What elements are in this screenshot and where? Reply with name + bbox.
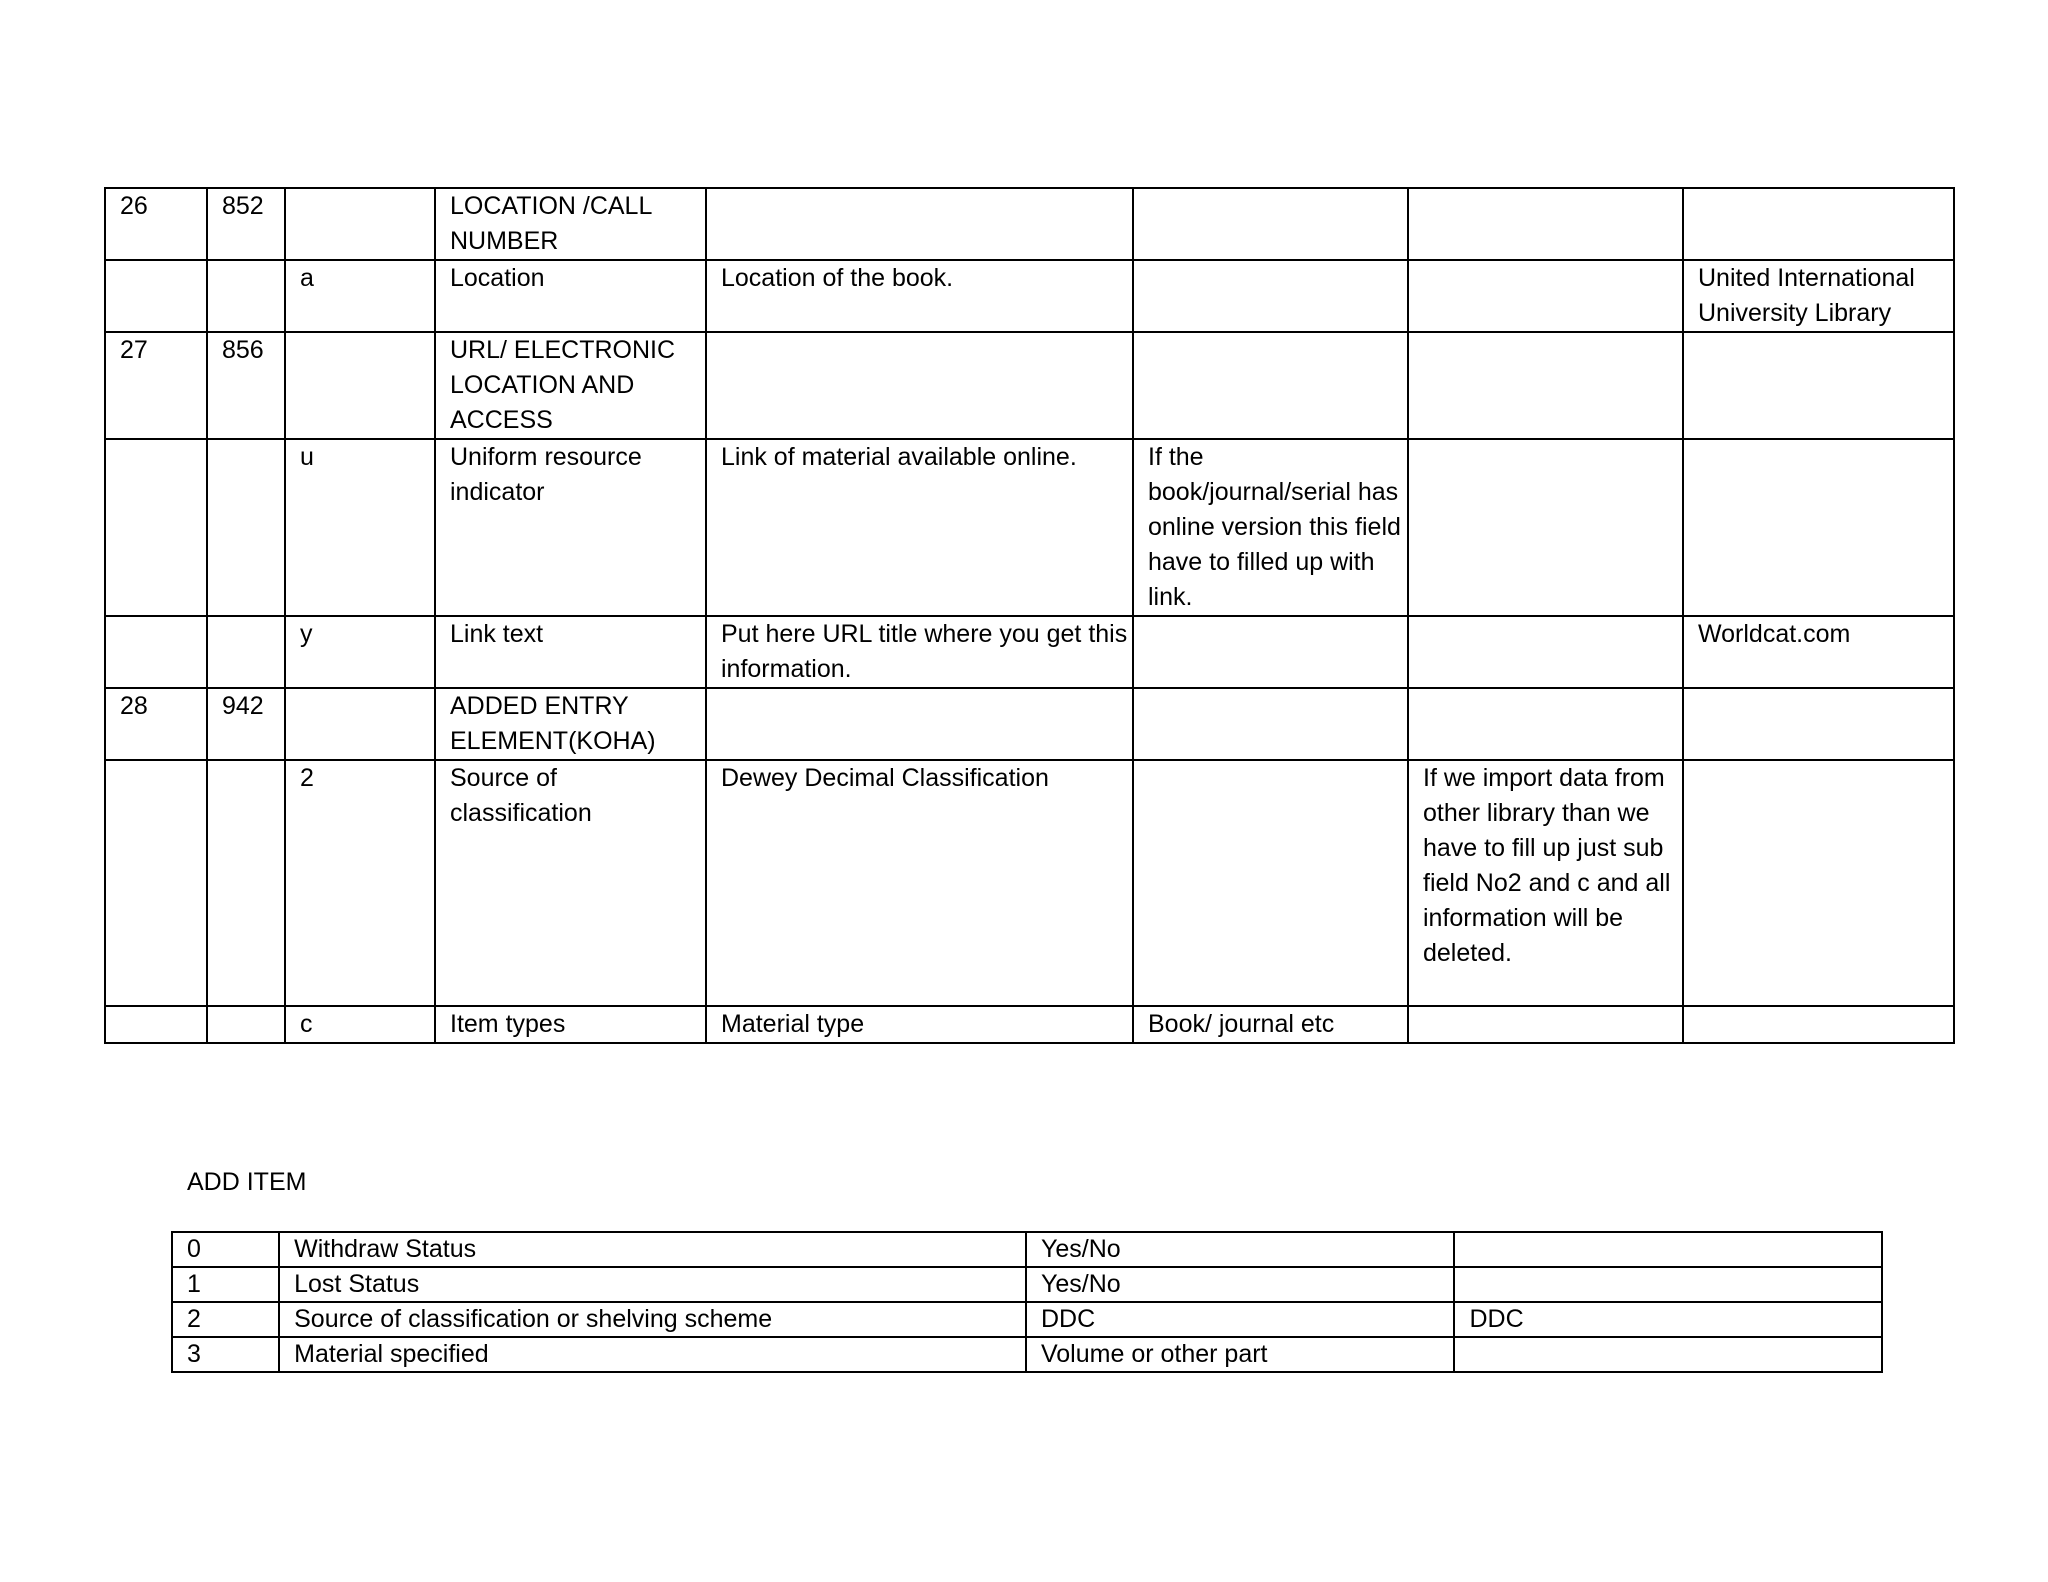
example-cell: Worldcat.com [1683,616,1954,688]
tag-cell: 856 [207,332,285,439]
field-number-cell: 27 [105,332,207,439]
example-cell [1683,688,1954,760]
subfield-cell: c [285,1006,435,1043]
table-row [172,1302,1882,1337]
table-row [105,260,1954,332]
remark-cell [1408,688,1683,760]
subfield-cell: 2 [285,760,435,1006]
code-cell: 2 [172,1302,279,1337]
subfield-cell: u [285,439,435,616]
note-cell: If the book/journal/serial has online version this field have to filled up with link. [1133,439,1408,616]
code-cell: 3 [172,1337,279,1372]
tag-cell: 942 [207,688,285,760]
table-row [105,1006,1954,1043]
label-cell: Material specified [279,1337,1026,1372]
example-cell [1683,188,1954,260]
field-name-cell: Link text [435,616,706,688]
example-cell [1683,332,1954,439]
description-cell: Material type [706,1006,1133,1043]
example-cell: United International University Library [1683,260,1954,332]
tag-cell [207,260,285,332]
subfield-cell [285,332,435,439]
value-cell: DDC [1026,1302,1455,1337]
field-name-cell: Item types [435,1006,706,1043]
table-row [172,1232,1882,1267]
tag-cell [207,1006,285,1043]
remark-cell: If we import data from other library than we have to fill up just sub field No2 and c and all information will be deleted. [1408,760,1683,1006]
example-cell [1683,439,1954,616]
description-cell: Link of material available online. [706,439,1133,616]
note-cell [1133,616,1408,688]
table-row [105,688,1954,760]
note-cell: Book/ journal etc [1133,1006,1408,1043]
table-row [105,332,1954,439]
field-number-cell: 28 [105,688,207,760]
table-row [172,1267,1882,1302]
example-cell [1454,1337,1882,1372]
note-cell [1133,760,1408,1006]
add-item-table [171,1231,1883,1373]
field-number-cell: 26 [105,188,207,260]
example-cell [1683,1006,1954,1043]
code-cell: 1 [172,1267,279,1302]
subfield-cell [285,688,435,760]
field-name-cell: Location [435,260,706,332]
note-cell [1133,688,1408,760]
description-cell [706,188,1133,260]
label-cell: Withdraw Status [279,1232,1026,1267]
field-name-cell: ADDED ENTRY ELEMENT(KOHA) [435,688,706,760]
subfield-cell: y [285,616,435,688]
description-cell: Location of the book. [706,260,1133,332]
remark-cell [1408,332,1683,439]
field-number-cell [105,1006,207,1043]
note-cell [1133,260,1408,332]
subfield-cell [285,188,435,260]
tag-cell [207,616,285,688]
value-cell: Yes/No [1026,1232,1455,1267]
field-name-cell: Uniform resource indicator [435,439,706,616]
field-name-cell: Source of classification [435,760,706,1006]
description-cell [706,688,1133,760]
example-cell [1683,760,1954,1006]
remark-cell [1408,439,1683,616]
label-cell: Source of classification or shelving scheme [279,1302,1026,1337]
subfield-cell: a [285,260,435,332]
remark-cell [1408,188,1683,260]
field-number-cell [105,260,207,332]
field-number-cell [105,439,207,616]
table-row [105,188,1954,260]
example-cell [1454,1232,1882,1267]
value-cell: Yes/No [1026,1267,1455,1302]
note-cell [1133,332,1408,439]
marc-fields-table [104,187,1955,1044]
table-row [105,439,1954,616]
label-cell: Lost Status [279,1267,1026,1302]
example-cell: DDC [1454,1302,1882,1337]
remark-cell [1408,1006,1683,1043]
field-number-cell [105,760,207,1006]
remark-cell [1408,616,1683,688]
description-cell [706,332,1133,439]
example-cell [1454,1267,1882,1302]
tag-cell [207,439,285,616]
table-row [172,1337,1882,1372]
value-cell: Volume or other part [1026,1337,1455,1372]
note-cell [1133,188,1408,260]
field-number-cell [105,616,207,688]
table-row [105,616,1954,688]
remark-cell [1408,260,1683,332]
tag-cell: 852 [207,188,285,260]
description-cell: Dewey Decimal Classification [706,760,1133,1006]
field-name-cell: LOCATION /CALL NUMBER [435,188,706,260]
code-cell: 0 [172,1232,279,1267]
field-name-cell: URL/ ELECTRONIC LOCATION AND ACCESS [435,332,706,439]
add-item-heading: ADD ITEM [187,1168,307,1196]
tag-cell [207,760,285,1006]
table-row [105,760,1954,1006]
description-cell: Put here URL title where you get this information. [706,616,1133,688]
